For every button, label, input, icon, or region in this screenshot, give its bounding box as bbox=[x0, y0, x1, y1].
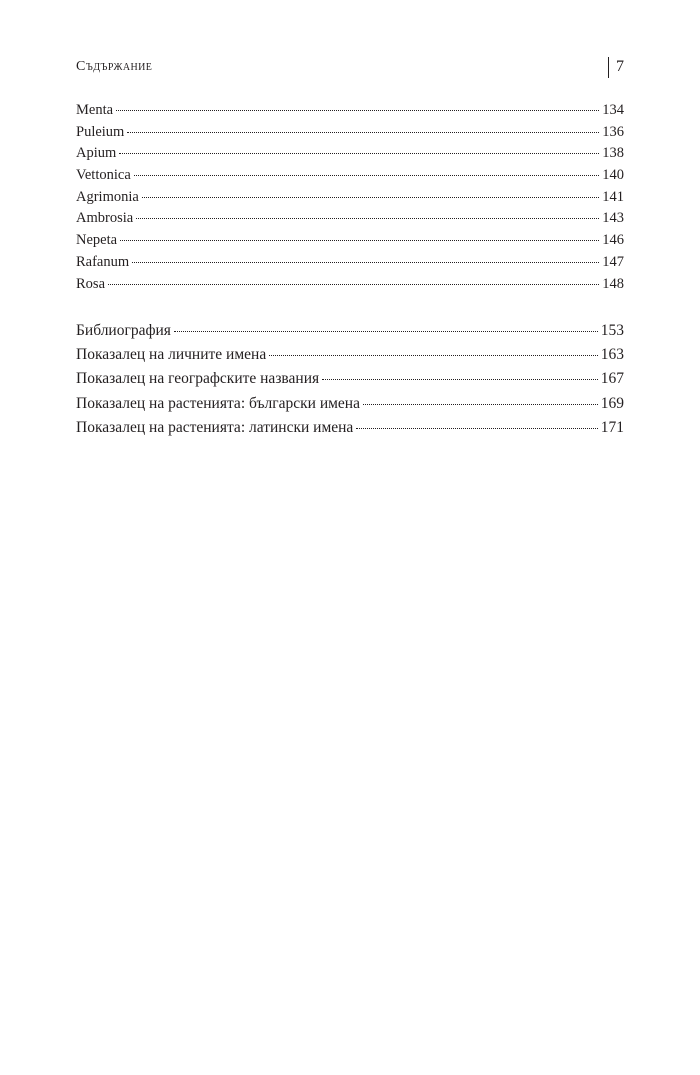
toc-entry-label: Rafanum bbox=[76, 253, 130, 270]
dot-leader bbox=[174, 331, 598, 332]
toc-entry-label: Nepeta bbox=[76, 232, 118, 249]
toc-entry-label: Vettonica bbox=[76, 167, 131, 184]
toc-plants-list bbox=[76, 102, 624, 297]
toc-entry-page: 148 bbox=[602, 275, 624, 292]
dot-leader bbox=[127, 132, 599, 133]
dot-leader bbox=[269, 355, 598, 356]
dot-leader bbox=[142, 197, 599, 198]
toc-entry-page: 163 bbox=[600, 346, 624, 364]
dot-leader bbox=[322, 379, 598, 380]
dot-leader bbox=[134, 175, 599, 176]
toc-entry[interactable] bbox=[76, 322, 624, 346]
toc-entry-label: Показалец на растенията: латински имена bbox=[76, 418, 354, 436]
dot-leader bbox=[119, 153, 599, 154]
toc-entry-page: 138 bbox=[602, 145, 624, 162]
toc-entry[interactable] bbox=[76, 346, 624, 370]
toc-entry[interactable] bbox=[76, 167, 624, 189]
toc-entry-page: 143 bbox=[602, 210, 624, 227]
page-number: 7 bbox=[616, 58, 624, 75]
dot-leader bbox=[108, 284, 599, 285]
toc-entry[interactable] bbox=[76, 145, 624, 167]
toc-entry-page: 146 bbox=[602, 232, 624, 249]
running-title: Съдържание bbox=[76, 59, 153, 74]
toc-entry-label: Agrimonia bbox=[76, 188, 139, 205]
toc-entry-label: Rosa bbox=[76, 275, 105, 292]
toc-entry[interactable] bbox=[76, 395, 624, 419]
header-separator bbox=[608, 57, 609, 78]
toc-entry-page: 167 bbox=[600, 370, 624, 388]
toc-entry[interactable] bbox=[76, 210, 624, 232]
toc-entry-page: 134 bbox=[602, 102, 624, 118]
dot-leader bbox=[356, 428, 597, 429]
toc-entry-page: 136 bbox=[602, 123, 624, 140]
toc-entry[interactable] bbox=[76, 370, 624, 394]
dot-leader bbox=[363, 404, 598, 405]
toc-entry-label: Apium bbox=[76, 145, 117, 162]
toc-entry-label: Показалец на географските названия bbox=[76, 370, 320, 388]
toc-entry[interactable] bbox=[76, 276, 624, 298]
toc-entry-page: 147 bbox=[602, 253, 624, 270]
toc-entry-label: Показалец на личните имена bbox=[76, 346, 267, 364]
toc-entry-label: Ambrosia bbox=[76, 210, 134, 227]
toc-entry[interactable] bbox=[76, 419, 624, 443]
toc-entry-label: Показалец на растенията: български имена bbox=[76, 394, 360, 412]
toc-entry[interactable] bbox=[76, 189, 624, 211]
toc-entry[interactable] bbox=[76, 232, 624, 254]
dot-leader bbox=[120, 240, 599, 241]
toc-entry-page: 153 bbox=[600, 322, 624, 339]
toc-entry-page: 169 bbox=[600, 394, 624, 412]
toc-entry-label: Puleium bbox=[76, 123, 125, 140]
toc-entry-page: 141 bbox=[602, 188, 624, 205]
toc-entry[interactable] bbox=[76, 124, 624, 146]
toc-entry-page: 171 bbox=[600, 418, 624, 436]
toc-entry-page: 140 bbox=[602, 167, 624, 184]
toc-entry-label: Библиография bbox=[76, 322, 171, 339]
running-header bbox=[76, 57, 624, 81]
dot-leader bbox=[116, 110, 599, 111]
toc-entry[interactable] bbox=[76, 102, 624, 124]
toc-indexes-list bbox=[76, 322, 624, 443]
toc-entry[interactable] bbox=[76, 254, 624, 276]
toc-entry-label: Menta bbox=[76, 102, 114, 118]
dot-leader bbox=[132, 262, 599, 263]
dot-leader bbox=[136, 218, 599, 219]
